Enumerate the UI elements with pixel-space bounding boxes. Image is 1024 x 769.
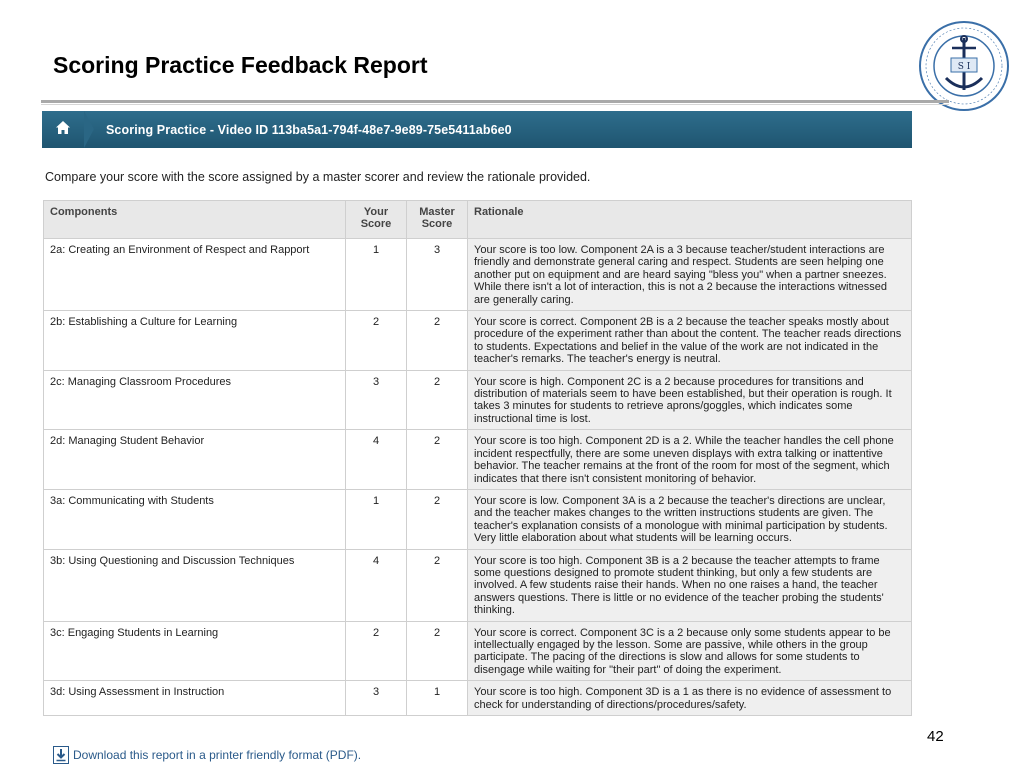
- row-master-score: 3: [407, 239, 468, 311]
- row-your-score: 2: [346, 621, 407, 681]
- row-component: 2b: Establishing a Culture for Learning: [44, 311, 346, 371]
- table-row: [44, 489, 912, 549]
- table-row: [44, 239, 912, 311]
- row-master-score: 2: [407, 549, 468, 621]
- row-component: 3b: Using Questioning and Discussion Techniques: [44, 549, 346, 621]
- slide-title: Scoring Practice Feedback Report: [53, 52, 428, 78]
- download-pdf-link[interactable]: [53, 746, 361, 764]
- header-your-score-line1: Your: [363, 206, 389, 218]
- title-divider: [41, 100, 949, 103]
- row-master-score: 2: [407, 311, 468, 371]
- row-component: 2d: Managing Student Behavior: [44, 430, 346, 490]
- row-master-score: 2: [407, 489, 468, 549]
- row-component: 3c: Engaging Students in Learning: [44, 621, 346, 681]
- row-component: 2c: Managing Classroom Procedures: [44, 370, 346, 430]
- scoring-feedback-table: [43, 200, 912, 716]
- instructions-text: Compare your score with the score assigned by a master scorer and review the rationale provided.: [45, 170, 591, 184]
- row-master-score: 2: [407, 621, 468, 681]
- table-row: [44, 549, 912, 621]
- row-rationale: Your score is too high. Component 3B is a 2 because the teacher attempts to frame some questions designed to promote student thinking, but only a few students are involved. A few students raise their hands. When no one raises a hand, the teacher answers questions. There is little or no evidence of the teacher probing the students' thinking.: [468, 549, 912, 621]
- row-rationale: Your score is high. Component 2C is a 2 because procedures for transitions and distribution of materials seem to have been established, but their operation is rough. It takes 3 minutes for students to retrieve aprons/goggles, which indicates some instructional time is lost.: [468, 370, 912, 430]
- row-your-score: 3: [346, 370, 407, 430]
- table-row: [44, 311, 912, 371]
- home-icon: [56, 121, 70, 139]
- table-row: [44, 621, 912, 681]
- table-row: [44, 430, 912, 490]
- row-component: 2a: Creating an Environment of Respect and Rapport: [44, 239, 346, 311]
- download-pdf-label[interactable]: Download this report in a printer friendly format (PDF).: [73, 748, 362, 762]
- table-row: [44, 681, 912, 716]
- row-your-score: 2: [346, 311, 407, 371]
- row-rationale: Your score is too high. Component 3D is a 1 as there is no evidence of assessment to check for understanding of directions/procedures/safety.: [468, 681, 912, 716]
- row-master-score: 2: [407, 430, 468, 490]
- row-component: 3a: Communicating with Students: [44, 489, 346, 549]
- row-master-score: 2: [407, 370, 468, 430]
- row-your-score: 4: [346, 549, 407, 621]
- row-your-score: 3: [346, 681, 407, 716]
- row-your-score: 1: [346, 489, 407, 549]
- header-your-score-line2: Score: [360, 218, 392, 231]
- header-master-score: [407, 201, 468, 239]
- row-your-score: 4: [346, 430, 407, 490]
- download-icon: [53, 746, 69, 764]
- row-your-score: 1: [346, 239, 407, 311]
- table-row: [44, 370, 912, 430]
- breadcrumb-title: Scoring Practice - Video ID 113ba5a1-794f-48e7-9e89-75e5411ab6e0: [106, 122, 512, 137]
- header-components: Components: [44, 201, 346, 239]
- page-number: 42: [927, 728, 944, 745]
- row-rationale: Your score is too high. Component 2D is a 2. While the teacher handles the cell phone incident respectfully, there are some uneven displays with extra talking or inattentive behavior. The teacher remains at the front of the room for most of the segment, which indicates that there isn't consistent monitoring of behavior.: [468, 430, 912, 490]
- title-divider-thin: [41, 104, 949, 105]
- breadcrumb-bar: [42, 111, 912, 148]
- row-rationale: Your score is correct. Component 3C is a 2 because only some students appear to be intellectually engaged by the lesson. Some are passive, while others in the group participate. The pacing of the directions is slow and allows for some students to disengage while waiting for "their part" of doing the experiment.: [468, 621, 912, 681]
- breadcrumb-home-button[interactable]: [42, 111, 84, 148]
- header-master-score-line1: Master: [419, 206, 455, 218]
- header-master-score-line2: Score: [421, 218, 453, 231]
- row-rationale: Your score is too low. Component 2A is a 3 because teacher/student interactions are friendly and demonstrate general caring and respect. Students are seen helping one another put on equipment and are heard saying "bless you" when a partner sneezes. While there isn't a lot of interaction, this is not a 2 because the interactions witnessed are generally caring.: [468, 239, 912, 311]
- header-rationale: Rationale: [468, 201, 912, 239]
- board-of-regents-seal-logo: [918, 20, 1010, 112]
- table-header-row: [44, 201, 912, 239]
- logo-monogram: S I: [957, 62, 971, 72]
- row-rationale: Your score is low. Component 3A is a 2 because the teacher's directions are unclear, and the teacher makes changes to the written instructions students are given. The teacher's explanation consists of a monologue with minimal participation by students. Very little elaboration about what students will be learning occurs.: [468, 489, 912, 549]
- row-component: 3d: Using Assessment in Instruction: [44, 681, 346, 716]
- row-rationale: Your score is correct. Component 2B is a 2 because the teacher speaks mostly about procedure of the experiment rather than about the content. The teacher reads directions to students. Expectations and belief in the value of the work are not indicated in the teacher's remarks. The teacher's energy is neutral.: [468, 311, 912, 371]
- row-master-score: 1: [407, 681, 468, 716]
- header-your-score: [346, 201, 407, 239]
